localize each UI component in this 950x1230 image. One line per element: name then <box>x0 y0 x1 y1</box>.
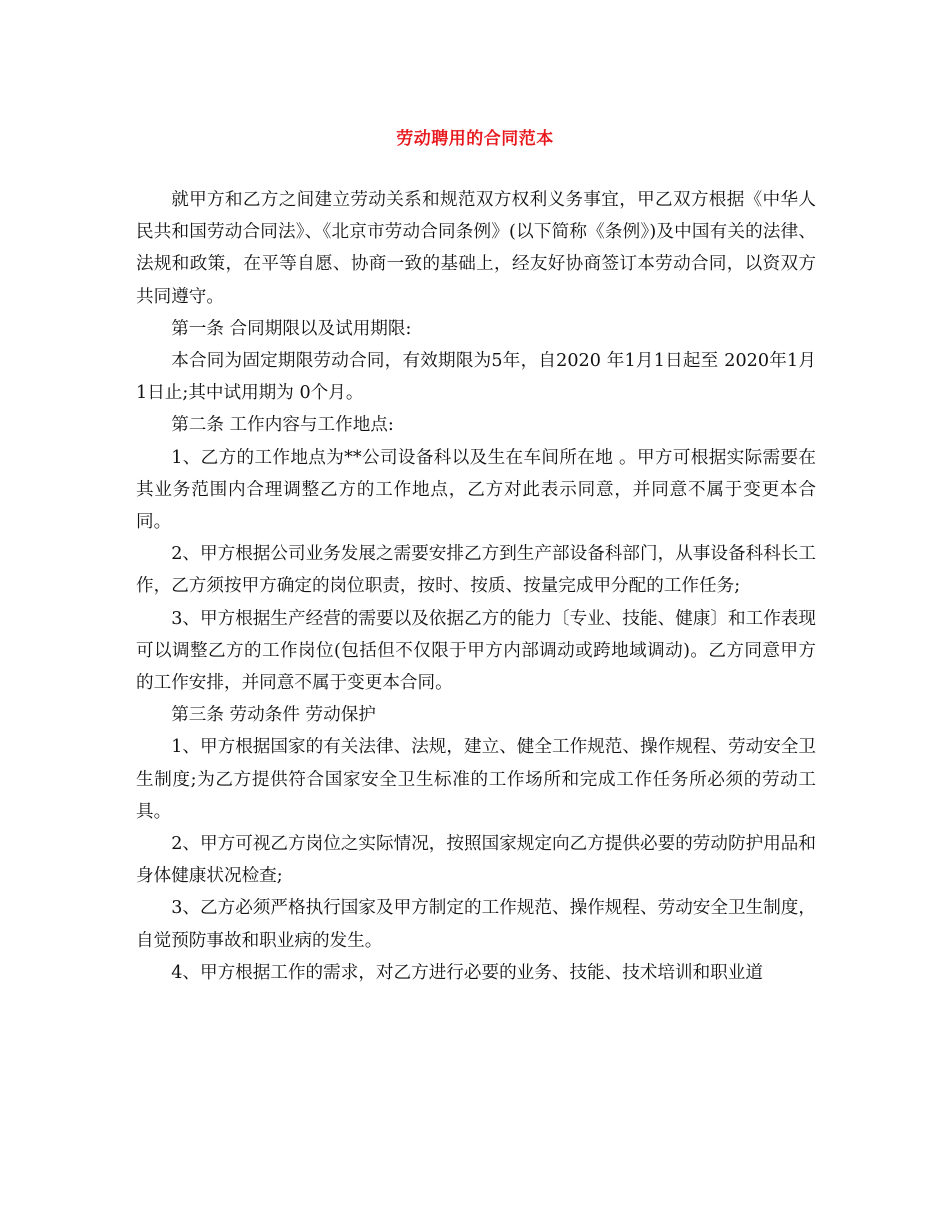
paragraph-article-1-term: 本合同为固定期限劳动合同，有效期限为5年，自2020 年1月1日起至 2020年1月1日止;其中试用期为 0个月。 <box>136 351 816 404</box>
paragraph-article-2-item-3: 3、甲方根据生产经营的需要以及依据乙方的能力〔专业、技能、健康〕和工作表现可以调整乙方的工作岗位(包括但不仅限于甲方内部调动或跨地域调动)。乙方同意甲方的工作安排，并同意不属于变更本合同。 <box>136 608 816 694</box>
paragraph-article-1-heading: 第一条 合同期限以及试用期限: <box>171 318 412 339</box>
paragraph-article-3-item-3: 3、乙方必须严格执行国家及甲方制定的工作规范、操作规程、劳动安全卫生制度，自觉预防事故和职业病的发生。 <box>136 898 816 951</box>
paragraph-article-2-heading: 第二条 工作内容与工作地点: <box>171 415 394 436</box>
document-title: 劳动聘用的合同范本 <box>396 129 554 149</box>
paragraph-article-3-heading: 第三条 劳动条件 劳动保护 <box>171 705 376 726</box>
paragraph-article-2-item-2: 2、甲方根据公司业务发展之需要安排乙方到生产部设备科部门，从事设备科科长工作，乙方须按甲方确定的岗位职责，按时、按质、按量完成甲分配的工作任务; <box>136 544 816 597</box>
document-body <box>136 184 816 989</box>
paragraph-article-3-item-2: 2、甲方可视乙方岗位之实际情况，按照国家规定向乙方提供必要的劳动防护用品和身体健康状况检查; <box>136 834 816 887</box>
paragraph-article-3-item-1: 1、甲方根据国家的有关法律、法规，建立、健全工作规范、操作规程、劳动安全卫生制度;为乙方提供符合国家安全卫生标准的工作场所和完成工作任务所必须的劳动工具。 <box>136 737 816 822</box>
paragraph-preamble: 就甲方和乙方之间建立劳动关系和规范双方权利义务事宜，甲乙双方根据《中华人民共和国劳动合同法》、《北京市劳动合同条例》(以下简称《条例》)及中国有关的法律、法规和政策，在平等自愿、协商一致的基础上，经友好协商签订本劳动合同，以资双方共同遵守。 <box>136 190 816 307</box>
paragraph-article-3-item-4: 4、甲方根据工作的需求，对乙方进行必要的业务、技能、技术培训和职业道 <box>171 962 763 983</box>
paragraph-article-2-item-1: 1、乙方的工作地点为**公司设备科以及生在车间所在地 。甲方可根据实际需要在其业务范围内合理调整乙方的工作地点，乙方对此表示同意，并同意不属于变更本合同。 <box>136 447 816 533</box>
